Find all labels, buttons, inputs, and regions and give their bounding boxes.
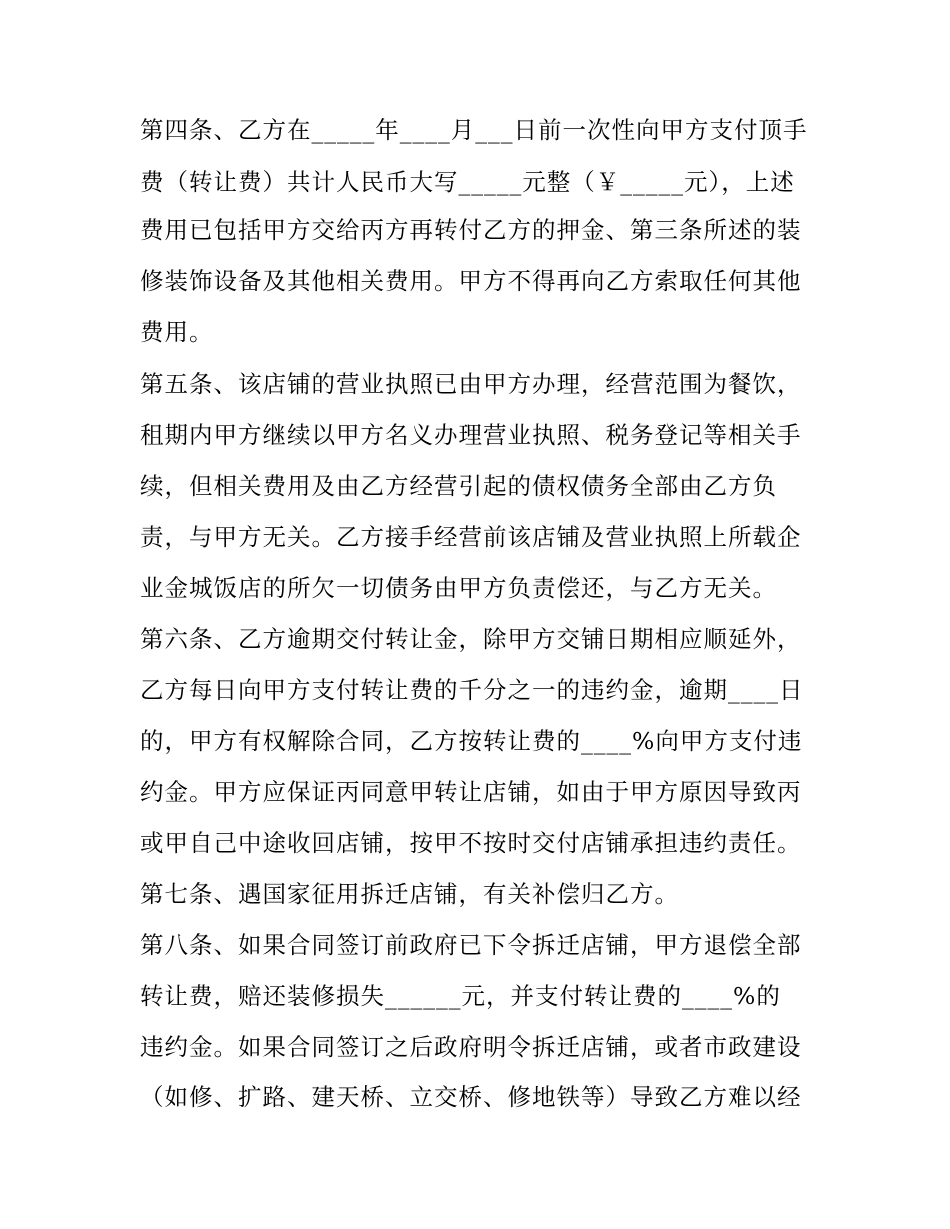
text-line: 第八条、如果合同签订前政府已下令拆迁店铺，甲方退偿全部	[140, 931, 802, 959]
text-line: 或甲自己中途收回店铺，按甲不按时交付店铺承担违约责任。	[140, 829, 802, 857]
text-line: 违约金。如果合同签订之后政府明令拆迁店铺，或者市政建设	[140, 1033, 802, 1061]
text-line: 租期内甲方继续以甲方名义办理营业执照、税务登记等相关手	[140, 421, 802, 449]
text-line: 责，与甲方无关。乙方接手经营前该店铺及营业执照上所载企	[140, 523, 802, 551]
text-line: 的，甲方有权解除合同，乙方按转让费的____%向甲方支付违	[140, 727, 803, 755]
text-line: 第七条、遇国家征用拆迁店铺，有关补偿归乙方。	[140, 880, 679, 908]
text-line: 约金。甲方应保证丙同意甲转让店铺，如由于甲方原因导致丙	[140, 778, 802, 806]
text-line: 业金城饭店的所欠一切债务由甲方负责偿还，与乙方无关。	[140, 574, 777, 602]
text-line: （如修、扩路、建天桥、立交桥、修地铁等）导致乙方难以经	[140, 1083, 802, 1111]
text-line: 续，但相关费用及由乙方经营引起的债权债务全部由乙方负	[140, 472, 777, 500]
text-line: 第五条、该店铺的营业执照已由甲方办理，经营范围为餐饮，	[140, 370, 802, 398]
text-line: 修装饰设备及其他相关费用。甲方不得再向乙方索取任何其他	[140, 267, 802, 295]
text-line: 第六条、乙方逾期交付转让金，除甲方交铺日期相应顺延外，	[140, 625, 802, 653]
text-line: 费（转让费）共计人民币大写_____元整（￥_____元），上述	[140, 168, 795, 196]
text-line: 费用已包括甲方交给丙方再转付乙方的押金、第三条所述的装	[140, 216, 802, 244]
text-line: 转让费，赔还装修损失______元，并支付转让费的____%的	[140, 982, 781, 1010]
text-line: 费用。	[140, 318, 214, 346]
text-line: 乙方每日向甲方支付转让费的千分之一的违约金，逾期____日	[140, 676, 804, 704]
text-line: 第四条、乙方在_____年____月___日前一次性向甲方支付顶手	[140, 116, 808, 144]
